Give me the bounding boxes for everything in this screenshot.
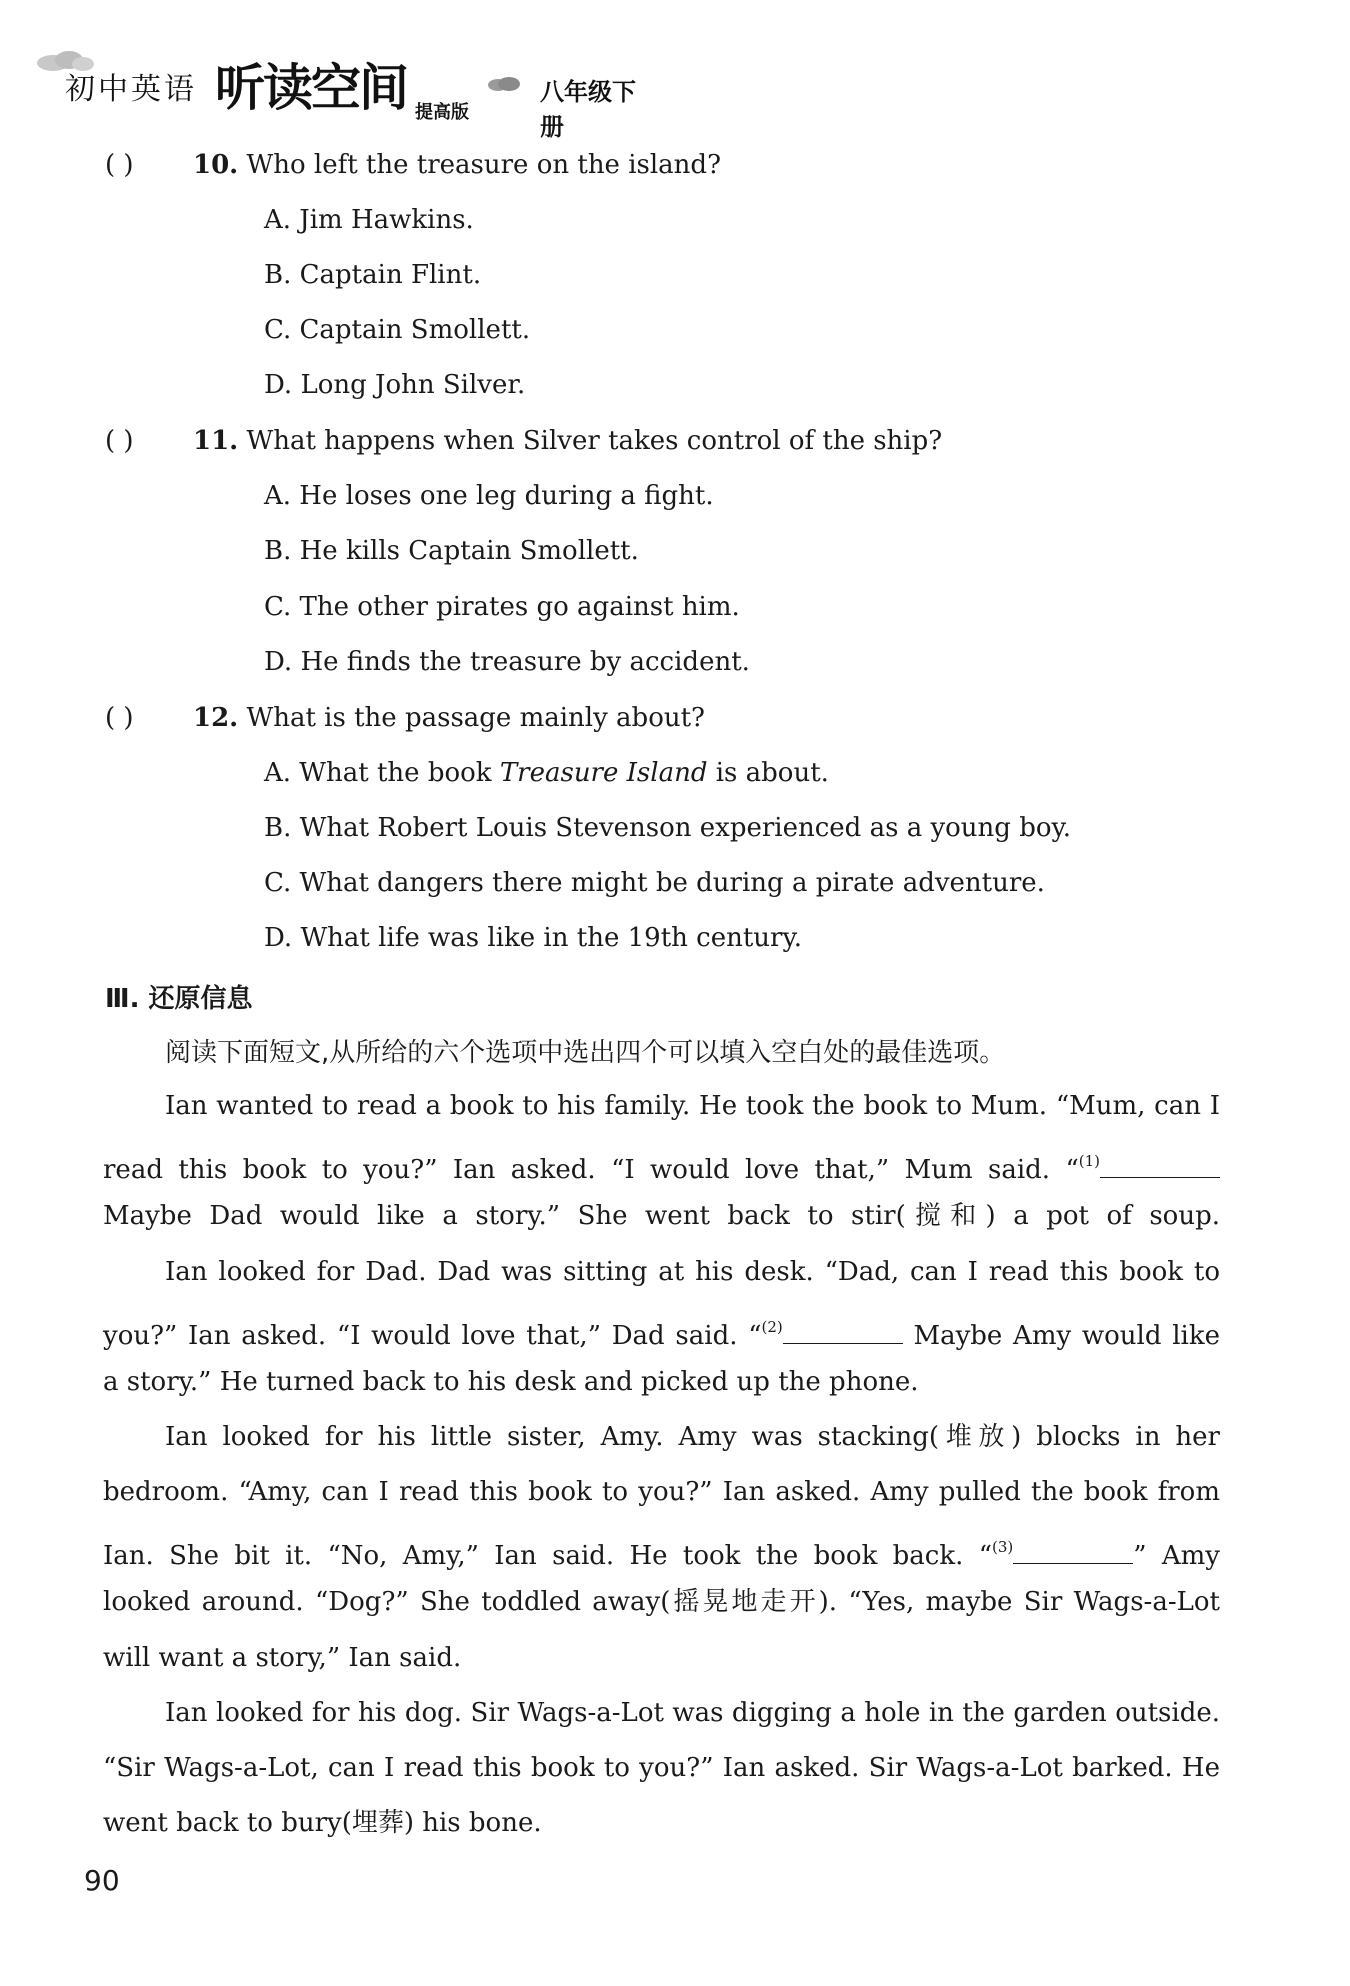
question-10 xyxy=(105,148,721,182)
passage-line xyxy=(103,1309,1220,1354)
answer-bracket[interactable]: ( ) xyxy=(105,150,134,180)
passage-line: Ian wanted to read a book to his family. He took the book to Mum. “Mum, can I xyxy=(165,1091,1220,1121)
section-instruction: 阅读下面短文,从所给的六个选项中选出四个可以填入空白处的最佳选项。 xyxy=(165,1038,1006,1068)
option-text: is about. xyxy=(707,758,829,788)
passage-line xyxy=(103,1529,1220,1574)
question-number: 12. xyxy=(193,703,239,733)
cloud-icon xyxy=(487,76,521,92)
blank-1[interactable] xyxy=(1100,1153,1220,1178)
passage-line: will want a story,” Ian said. xyxy=(103,1643,462,1673)
passage-text: ” Amy xyxy=(1133,1541,1220,1571)
question-stem: What happens when Silver takes control of the ship? xyxy=(246,426,943,456)
edition-label: 提高版 xyxy=(415,102,469,123)
option-c: C. What dangers there might be during a pirate adventure. xyxy=(264,868,1045,898)
option-d: D. Long John Silver. xyxy=(264,370,526,400)
section-title: Ⅲ. 还原信息 xyxy=(105,984,253,1014)
passage-text: you?” Ian asked. “I would love that,” Dad said. “ xyxy=(103,1321,762,1351)
option-c: C. Captain Smollett. xyxy=(264,315,531,345)
passage-line: bedroom. “Amy, can I read this book to you?” Ian asked. Amy pulled the book from xyxy=(103,1477,1220,1507)
passage-line: Ian looked for Dad. Dad was sitting at his desk. “Dad, can I read this book to xyxy=(165,1257,1220,1287)
option-b: B. Captain Flint. xyxy=(264,260,482,290)
passage-line: “Sir Wags-a-Lot, can I read this book to you?” Ian asked. Sir Wags-a-Lot barked. He xyxy=(103,1753,1220,1783)
blank-3[interactable] xyxy=(1013,1539,1133,1564)
page-header xyxy=(55,42,655,141)
book-title: Treasure Island xyxy=(499,758,708,788)
option-a xyxy=(264,756,829,790)
passage-line: Maybe Dad would like a story.” She went back to stir(搅和) a pot of soup. xyxy=(103,1201,1220,1231)
option-b: B. What Robert Louis Stevenson experienced as a young boy. xyxy=(264,813,1072,843)
passage-line: Ian looked for his little sister, Amy. Amy was stacking(堆放) blocks in her xyxy=(165,1422,1220,1452)
blank-number: (2) xyxy=(761,1318,783,1336)
question-stem: Who left the treasure on the island? xyxy=(246,150,722,180)
question-12 xyxy=(105,701,705,735)
passage-text: read this book to you?” Ian asked. “I would love that,” Mum said. “ xyxy=(103,1155,1079,1185)
question-11 xyxy=(105,424,942,458)
series-title: 初中英语 xyxy=(65,72,197,107)
question-stem: What is the passage mainly about? xyxy=(246,703,705,733)
option-d: D. What life was like in the 19th century. xyxy=(264,923,802,953)
passage-text: Maybe Amy would like xyxy=(902,1321,1220,1351)
question-number: 10. xyxy=(193,150,239,180)
page-number: 90 xyxy=(84,1864,120,1897)
passage-line xyxy=(103,1143,1220,1188)
question-number: 11. xyxy=(193,426,239,456)
passage-line: went back to bury(埋葬) his bone. xyxy=(103,1808,542,1838)
answer-bracket[interactable]: ( ) xyxy=(105,703,134,733)
answer-bracket[interactable]: ( ) xyxy=(105,426,134,456)
blank-number: (3) xyxy=(992,1538,1014,1556)
passage-line: looked around. “Dog?” She toddled away(摇晃地走开). “Yes, maybe Sir Wags-a-Lot xyxy=(103,1587,1220,1617)
grade-label: 八年级下册 xyxy=(540,78,636,141)
option-b: B. He kills Captain Smollett. xyxy=(264,536,639,566)
blank-2[interactable] xyxy=(783,1319,903,1344)
option-c: C. The other pirates go against him. xyxy=(264,592,740,622)
option-a: A. Jim Hawkins. xyxy=(264,205,474,235)
option-text: A. What the book xyxy=(264,758,500,788)
option-d: D. He finds the treasure by accident. xyxy=(264,647,750,677)
passage-line: a story.” He turned back to his desk and picked up the phone. xyxy=(103,1367,919,1397)
passage-line: Ian looked for his dog. Sir Wags-a-Lot was digging a hole in the garden outside. xyxy=(165,1698,1220,1728)
option-a: A. He loses one leg during a fight. xyxy=(264,481,714,511)
passage-text: Ian. She bit it. “No, Amy,” Ian said. He took the book back. “ xyxy=(103,1541,992,1571)
brand-logo: 听读空间 xyxy=(215,59,407,117)
blank-number: (1) xyxy=(1078,1152,1100,1170)
